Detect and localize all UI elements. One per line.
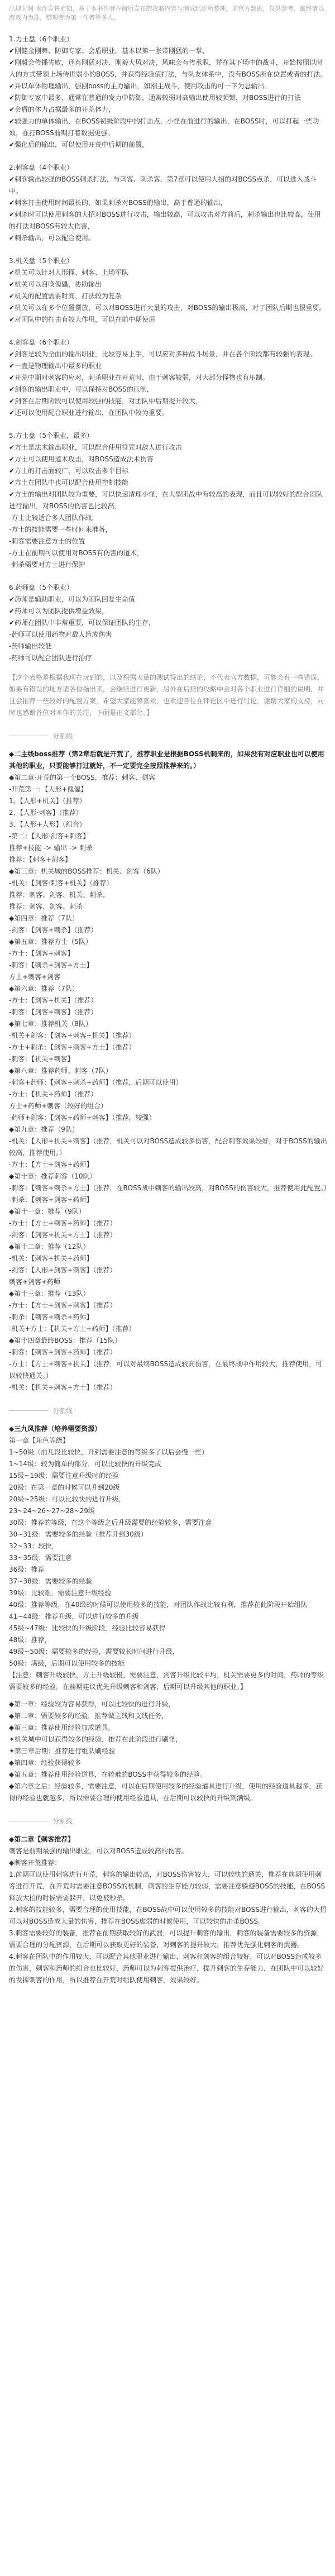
develop-line: 33~35级：需要注意 bbox=[9, 1554, 72, 1562]
section-line: ✔刺杀时可以使用刺客的大招对BOSS进行攻击，输出较高，可以攻击对方前后，刺杀输出也比较高，使用的打法对BOSS有较大伤害， bbox=[9, 211, 321, 230]
divider-3 bbox=[9, 1816, 327, 1826]
develop-line: 15级~19级：需要注意升级时的经验 bbox=[9, 1472, 119, 1480]
section-line: ✔剑客在后期阶段可以使用较强的技能，对团队中后期提升较大， bbox=[9, 397, 203, 405]
guide-intro: 刺客是前期最强的输出职业，可以对BOSS造成较高的伤害。 bbox=[9, 1847, 188, 1855]
class-section bbox=[9, 337, 327, 419]
develop-line: 40级：推荐等级，在40级的时候可以使用较多的技能，对团队作战比较有利，推荐在此阶段开始组队 bbox=[9, 1601, 308, 1609]
boss-line: -方士：【方士+刺客+机关】（推荐，可以对最终BOSS造成较高伤害，在最终战中作用较大，推荐使用，可以较快通关。） bbox=[9, 1360, 323, 1380]
divider-line bbox=[9, 1410, 48, 1411]
boss-line: -刺杀：【刺客+剑客+药师】 bbox=[9, 1196, 93, 1204]
section-title: 3.机关盘（5个职业） bbox=[9, 257, 74, 265]
section-line: ✔机关可以在多个位置摆放，可以对BOSS进行大量的攻击，对BOSS的输出极高，对于团队后期也很重要。 bbox=[9, 304, 326, 312]
boss-line: -刺客：【刺杀+剑客+方士】 bbox=[9, 961, 93, 969]
boss-line: 方士+刺客+剑客 bbox=[9, 973, 61, 981]
section-line: -药师可以配合团队进行治疗 bbox=[9, 654, 92, 662]
section-line: ✔药师在团队中非常重要，可以保证团队的生存， bbox=[9, 619, 156, 627]
develop-title: ◆三九凤推荐（培养需要资源） bbox=[9, 1425, 102, 1433]
divider-label: 分割线 bbox=[52, 1817, 73, 1825]
section-line: ✔刺杀输出，可以配合使用。 bbox=[9, 234, 95, 242]
develop-line: ◆第四章：经验获得较多 bbox=[9, 1759, 82, 1767]
boss-line: -刺客：【机关+刺客】 bbox=[9, 1055, 74, 1063]
develop-line: 【注意：刺客升级较快，方士升级较慢，需要注意，剑客升级比较平均，机关需要更多的时间，药师的等级需要较多的经验。在前期建议优先升级刺客和剑客，后期可以升级其他的职业。】 bbox=[9, 1671, 324, 1691]
boss-line: 推荐+技能 -> 输出 -> 刺杀 bbox=[9, 844, 93, 852]
section-line: ✔机关的配置需要时间，打法较为复杂 bbox=[9, 292, 122, 300]
develop-line: 45级~47级：比较快的升级阶段，经验比较容易获得 bbox=[9, 1624, 166, 1632]
section-line: ✔刚健金刚舞、防御专家、会盾职业。基本以第一张带刚猛的一掌、 bbox=[9, 47, 209, 55]
develop-line: 32~33：较快， bbox=[9, 1542, 59, 1550]
develop-line: 30~31级：需要较多的经验（推荐升到30级） bbox=[9, 1530, 147, 1538]
section-line: ✔防御专家中最多，通常在普通的发力中防御，通常较弱对高输出使用较频繁，对BOSS进行的打法 bbox=[9, 94, 301, 102]
develop-line: ◆第五章：推荐使用经验道具，在较难的BOSS中获得较多的经验。 bbox=[9, 1771, 207, 1778]
boss-line: -机关+剑客：【剑客+刺客+机关】（推荐） bbox=[9, 1032, 136, 1039]
boss-line: -机关：【刺客+机关+药师】 bbox=[9, 1254, 93, 1262]
boss-line: ◆第三章：机关城的BOSS推荐：机关、剑客（6队） bbox=[9, 867, 164, 875]
boss-line: -剑客：【剑客+刺杀】（推荐） bbox=[9, 926, 98, 934]
develop-section bbox=[9, 1423, 327, 1804]
boss-line: 1、【人形+机关】（推荐） bbox=[9, 797, 86, 805]
section-line: ✔机关可以召唤傀儡，协助输出 bbox=[9, 280, 102, 288]
boss-line: -方士+刺杀：【剑客+刺客+方士】（推荐） bbox=[9, 1043, 136, 1051]
develop-line: 23~24~26~27~28~29级 bbox=[9, 1507, 95, 1515]
class-sections bbox=[9, 34, 327, 664]
boss-line: 推荐：刺客、剑客、机关、刺杀， bbox=[9, 891, 110, 899]
develop-line: ◆第六章之后：经验较多，需要注意，可以在后期使用较多的经验道具进行升级，使用的经验道具越多，获得的经验也就越多，所以需要合理的使用经验道具，在后期可以较快的升级到满级。 bbox=[9, 1782, 323, 1802]
boss-line: -开荒第一：【人形+傀儡】 bbox=[9, 785, 88, 793]
boss-line: -方士：【剑客+刺客】 bbox=[9, 950, 74, 957]
guide-title: ◆第二章【刺客推荐】 bbox=[9, 1835, 75, 1843]
boss-line: -刺客：【刺客+剑客+药师】（推荐） bbox=[9, 1348, 117, 1356]
class-section bbox=[9, 162, 327, 244]
boss-line: 刺客+剑客+药师 bbox=[9, 1278, 61, 1286]
boss-list bbox=[9, 772, 331, 1394]
boss-line: -刺客：【刺客+刺杀+方士】（推荐，在BOSS战中刺客的输出较高，对BOSS的伤害较大，推荐使用此配置。） bbox=[9, 1184, 331, 1192]
section-line: -刺客需要注意方士的位置 bbox=[9, 537, 85, 545]
section-line: ✔较强力的单体输出，在BOSS初级阶段中的打击点，小怪在前进行的输出，在BOSS时，可以打起一些功效，在打BOSS前期打着数据更强。 bbox=[9, 117, 319, 137]
guide-line: 3.刺客需要较好的装备，推荐在前期获取较好的武器，可以提升刺客的输出，刺客的装备需要较多的资源，需要合理的分配资源，在后期可以获取更好的装备，对刺客的提升较大，推荐优先强化刺客的武器。 bbox=[9, 1929, 324, 1949]
section-line: ✔方士的打击面较广，可以攻击多个目标 bbox=[9, 467, 129, 475]
boss-line: ◆第十三章：推荐（13队） bbox=[9, 1290, 90, 1297]
boss-line: ◆第七章：推荐机关（8队） bbox=[9, 1020, 92, 1028]
section-line: ✔并以单体物理输出，强刚boss的主力输出，如刚主战斗，使用攻击的可一下为总输出。 bbox=[9, 82, 271, 90]
develop-line: 20级：在第一章的时候可以升到20级 bbox=[9, 1483, 120, 1491]
section-line: ✔刚毅会传播失败，还有刚猛对决、刚毅大风对决，风味会有传承职，并在其下场中的战斗，开始按照以时人的方式带领上场传世弱小的BOSS，并获得经验值打法，与队友体系中，没有BOSS所在位置或者的打法。 bbox=[9, 59, 327, 78]
guide-line: ◆刺客开荒推荐： bbox=[9, 1859, 61, 1867]
article-header: 出现时间 本作发售前期，基于本书作者在前所发布的攻略内容与测试结论所整理，非官方数据，仅供参考，最终请以游戏内为准，整理者为第一作者等多人。 bbox=[9, 5, 324, 21]
boss-line: 推荐：刺客、剑客、刺杀 bbox=[9, 903, 83, 910]
section-line: ✔方士在团队中也可以配合使用控制技能 bbox=[9, 479, 129, 486]
section-line: ✔对团队中的打击有较大作用，可以在前中期使用 bbox=[9, 316, 156, 323]
section-title: 2.刺客盘（4个职业） bbox=[9, 164, 74, 171]
class-section bbox=[9, 582, 327, 664]
boss-line: -剑客：【人形+剑客+刺客】（推荐） bbox=[9, 1266, 117, 1274]
develop-line: 36级：推荐 bbox=[9, 1566, 45, 1573]
develop-line: 41~44级：推荐升级，可以进行较多的升级 bbox=[9, 1613, 139, 1620]
section-line: ✔强化后的输出，可以使用开荒中后期的前置， bbox=[9, 141, 149, 149]
develop-line: ◆第一章：经验较为容易获得，可以比较快的进行升级， bbox=[9, 1700, 175, 1708]
boss-line: ◆第九章：推荐（9队） bbox=[9, 1125, 79, 1133]
boss-line: 方士+药师+刺客（较好的组合） bbox=[9, 1102, 108, 1110]
boss-line: -机关：【机关+刺客+方士】（推荐） bbox=[9, 1384, 117, 1391]
develop-line: 30级：推荐的等级，在这个等级之后升级需要的经验较多，需要注意 bbox=[9, 1519, 212, 1526]
section-line: -药师可以使用药物对敌人造成伤害 bbox=[9, 631, 112, 638]
develop-line: ✦机关城中可以获得较多的经验，推荐在此阶段进行刷怪， bbox=[9, 1735, 183, 1743]
section-line: -方士比较适合多人团队作战， bbox=[9, 514, 99, 522]
guide-line: 1.前期可以使用刺客进行开荒，刺客的输出较高，对BOSS伤害较大，可以较快的通关，推荐在前期使用刺客进行开荒，在开荒时需要注意BOSS的机制，刺客的生存能力较弱，需要注意躲避BOSS的技能，在BOSS释放大招的时候需要躲开，以免被秒杀。 bbox=[9, 1871, 326, 1902]
divider-label: 分割线 bbox=[52, 732, 73, 740]
boss-line: 2、【人形·刺客】（推荐） bbox=[9, 809, 83, 817]
boss-line: -方士：【方士+刺客+药师】（推荐） bbox=[9, 1219, 117, 1227]
boss-line: ◆第十一章：推荐（9队） bbox=[9, 1208, 85, 1215]
develop-subtitle: 第一章【角色等级】 bbox=[9, 1437, 70, 1444]
section-line: ✔方士是法术输出职业，可以配合使用符咒对敌人进行攻击 bbox=[9, 443, 183, 451]
section-line: ✔一直是物理输出中最多的职业 bbox=[9, 362, 102, 370]
note-paragraph: 【这个表格是根据我现在玩到的，以及根据大量的测试得出的结论，不代表官方数据，可能会有一些错误，如果有错误的地方请各位指出来，会继续进行更新，另外在后续的攻略中会对各个职业进行详细的说明，并且会推荐一些较好的配置方案，希望大家能够喜欢，也欢迎各位在评论区中进行讨论，谢谢大家的支持，同时也感谢各位对本作的关注，下面是正文部分。】 bbox=[9, 674, 324, 717]
boss-line: -方士：【方士+剑客+刺客】（推荐） bbox=[9, 1301, 117, 1309]
section-line: ✔还可以使用配合职业进行输出，在团队中较为重要。 bbox=[9, 409, 169, 417]
boss-line: -第二：【人形·剑客+刺客】 bbox=[9, 832, 90, 840]
guide-list bbox=[9, 1857, 327, 1986]
divider-2 bbox=[9, 1406, 327, 1415]
boss-line: ◆第二章·开荒的第一个BOSS，推荐：刺客、剑客 bbox=[9, 774, 155, 781]
develop-line: 39级：比较难，需要注意升级经验 bbox=[9, 1589, 112, 1597]
boss-line: -机关+方士：【机关+方士+药师】（推荐） bbox=[9, 1325, 136, 1333]
section-line: ✔开荒中期对刺客的应对，刺杀职业在开荒时，由于刺客较弱，对大部分怪物也有压制。 bbox=[9, 374, 270, 381]
section-line: ✔刺客打击使用时间最长的，如果刺杀对BOSS的输出，高于普通的输出， bbox=[9, 199, 227, 207]
boss-line: -刺客+药师：【刺客+刺杀+药师】（推荐，后期可以使用） bbox=[9, 1079, 183, 1086]
develop-line: 20级~25级：可以比较快的进行升级， bbox=[9, 1495, 126, 1503]
section-line: ✔剑客是较为全面的输出职业，比较容易上手，可以应对多种战斗场景，并在各个阶段都有较强的表现。 bbox=[9, 350, 317, 358]
guide-line: 4.刺客在团队中的作用较大，可以配合其他职业进行输出，刺客和剑客的组合较好，可以对BOSS造成较多的伤害，刺客和药师的组合也比较好，药师可以为刺客提供治疗，提升刺客的生存能力，在团队中可以较好的发挥刺客的作用，所以推荐在开荒时组队使用刺客，效果较好。 bbox=[9, 1953, 324, 1984]
develop-line: 1~14级：较为简单的部分，可以比较快的升级完成 bbox=[9, 1460, 161, 1468]
class-section bbox=[9, 430, 327, 571]
section-title: 1.力士盘（6个职业） bbox=[9, 35, 74, 43]
develop-list bbox=[9, 1447, 327, 1693]
section-line: ✔药师是辅助职业，可以为团队回复生命值 bbox=[9, 595, 136, 603]
boss-line: -机关：【人形+机关+刺客】（推荐，机关可以对BOSS造成较多伤害，配合刺客效果较好，对于BOSS的输出较高，推荐使用。） bbox=[9, 1137, 327, 1157]
guide-section bbox=[9, 1834, 327, 1986]
section-title: 4.剑客盘（6个职业） bbox=[9, 338, 74, 346]
section-title: 6.药师盘（5个职业） bbox=[9, 584, 74, 591]
section-line: -方士在前期可以使用对BOSS有伤害的道术， bbox=[9, 549, 144, 557]
boss-line: -方士：【方士+剑客+药师】 bbox=[9, 1161, 93, 1168]
boss-line: -药师+剑客：【剑客+药师+刺客】（推荐，较强） bbox=[9, 1114, 156, 1122]
develop-line: 49级~50级：需要较多的经验，需要较长时间进行升级， bbox=[9, 1648, 179, 1656]
boss-line: -剑客：【剑客+机关+方士】（推荐） bbox=[9, 1231, 117, 1239]
section-line: ✔刺客输出较强的BOSS刺杀打法，与刺客、刺杀客，第7章可以使用大招的对BOSS点杀，可以进入战斗中。 bbox=[9, 175, 317, 195]
boss-line: ◆第八章：推荐药师、刺客（7队） bbox=[9, 1067, 112, 1075]
boss-line: -方士：【剑客+机关】（推荐） bbox=[9, 996, 98, 1004]
boss-line: ◆第十章：推荐刺客（10队） bbox=[9, 1172, 97, 1180]
section-line: ✔方士可以使用道术攻击，对BOSS造成法术伤害 bbox=[9, 455, 154, 463]
boss-title: ◆二主线boss推荐（第2章后就是开荒了，推荐职业是根据BOSS机制来的，如果没有对应职业也可以使用其他的职业，只要能够打过就好，不一定要完全按照推荐来的。） bbox=[9, 750, 324, 770]
boss-line: ◆第十四章最终BOSS：推荐（15队） bbox=[9, 1337, 122, 1344]
boss-line: 推荐：【刺客+剑客】 bbox=[9, 856, 72, 864]
boss-line: ◆第五章：推荐方士（5队） bbox=[9, 938, 92, 946]
section-line: ✔方士的输出对团队较为重要，可以快速清理小怪，在大型团战中有较高的表现，而且可以较好的配合团队进行输出，对BOSS的伤害也比较高， bbox=[9, 490, 323, 510]
section-title: 5.方士盘（5个职业，最多） bbox=[9, 432, 94, 440]
section-line: -方士的技能需要一些时间来准备， bbox=[9, 526, 112, 533]
divider-1 bbox=[9, 731, 327, 741]
boss-line: -机关：【剑客·刺客+机关】（推荐） bbox=[9, 879, 113, 887]
develop-line: 37~38级：需要较多的经验 bbox=[9, 1577, 92, 1585]
divider-label: 分割线 bbox=[52, 1407, 73, 1415]
develop-line: ◆第二章：需要较多的经验，推荐做主线和支线任务， bbox=[9, 1712, 169, 1720]
boss-line: -刺杀：【刺客+刺杀+药师】 bbox=[9, 1313, 93, 1321]
develop-line: 50级：满级，后期可以使用较多的技能 bbox=[9, 1659, 125, 1667]
develop-line: ◆第三章：推荐使用经验加成道具， bbox=[9, 1724, 115, 1731]
boss-line: ◆第六章：推荐（7队） bbox=[9, 985, 79, 993]
class-section bbox=[9, 34, 327, 151]
boss-line: -刺客：【剑客+刺客】（推荐） bbox=[9, 1008, 98, 1016]
boss-line: ◆第十二章：推荐（12队） bbox=[9, 1243, 90, 1251]
section-line: ✔机关可以针对人形怪、刺客、上场军队 bbox=[9, 269, 129, 276]
develop-line: 1~50级（前几段比较快，升到需要注意的等级多了以后会慢一些） bbox=[9, 1448, 208, 1456]
guide-line: 2.刺客的技能较多，需要合理的使用技能，在BOSS战中可以使用较多的技能对BOSS进行输出，刺客的大招可以对BOSS造成大量的伤害，推荐在BOSS虚弱的时候使用，可以较快的击杀BOSS。 bbox=[9, 1906, 327, 1925]
boss-line: ◆第四章：推荐（7队） bbox=[9, 914, 79, 922]
boss-section bbox=[9, 748, 331, 1394]
class-section bbox=[9, 255, 327, 326]
section-line: ✔药师可以为团队提供增益效果， bbox=[9, 607, 109, 615]
section-line: -刺杀需要对方士进行保护 bbox=[9, 561, 85, 569]
develop-line: ✦第三章后期：推荐进行组队刷经验 bbox=[9, 1747, 116, 1755]
section-line: -药师输出较低 bbox=[9, 642, 52, 650]
boss-line: -方士：【机关+药师】（推荐） bbox=[9, 1090, 98, 1098]
section-line: ✔会盾的体力占据最多的开荒体力， bbox=[9, 106, 116, 113]
boss-line: 3、【人形+人形】（组合） bbox=[9, 820, 86, 828]
develop-list-2 bbox=[9, 1699, 327, 1804]
develop-line: 48级：推荐， bbox=[9, 1636, 51, 1644]
section-line: ✔剑客的输出职业中，可以保持对BOSS的压制， bbox=[9, 385, 154, 393]
